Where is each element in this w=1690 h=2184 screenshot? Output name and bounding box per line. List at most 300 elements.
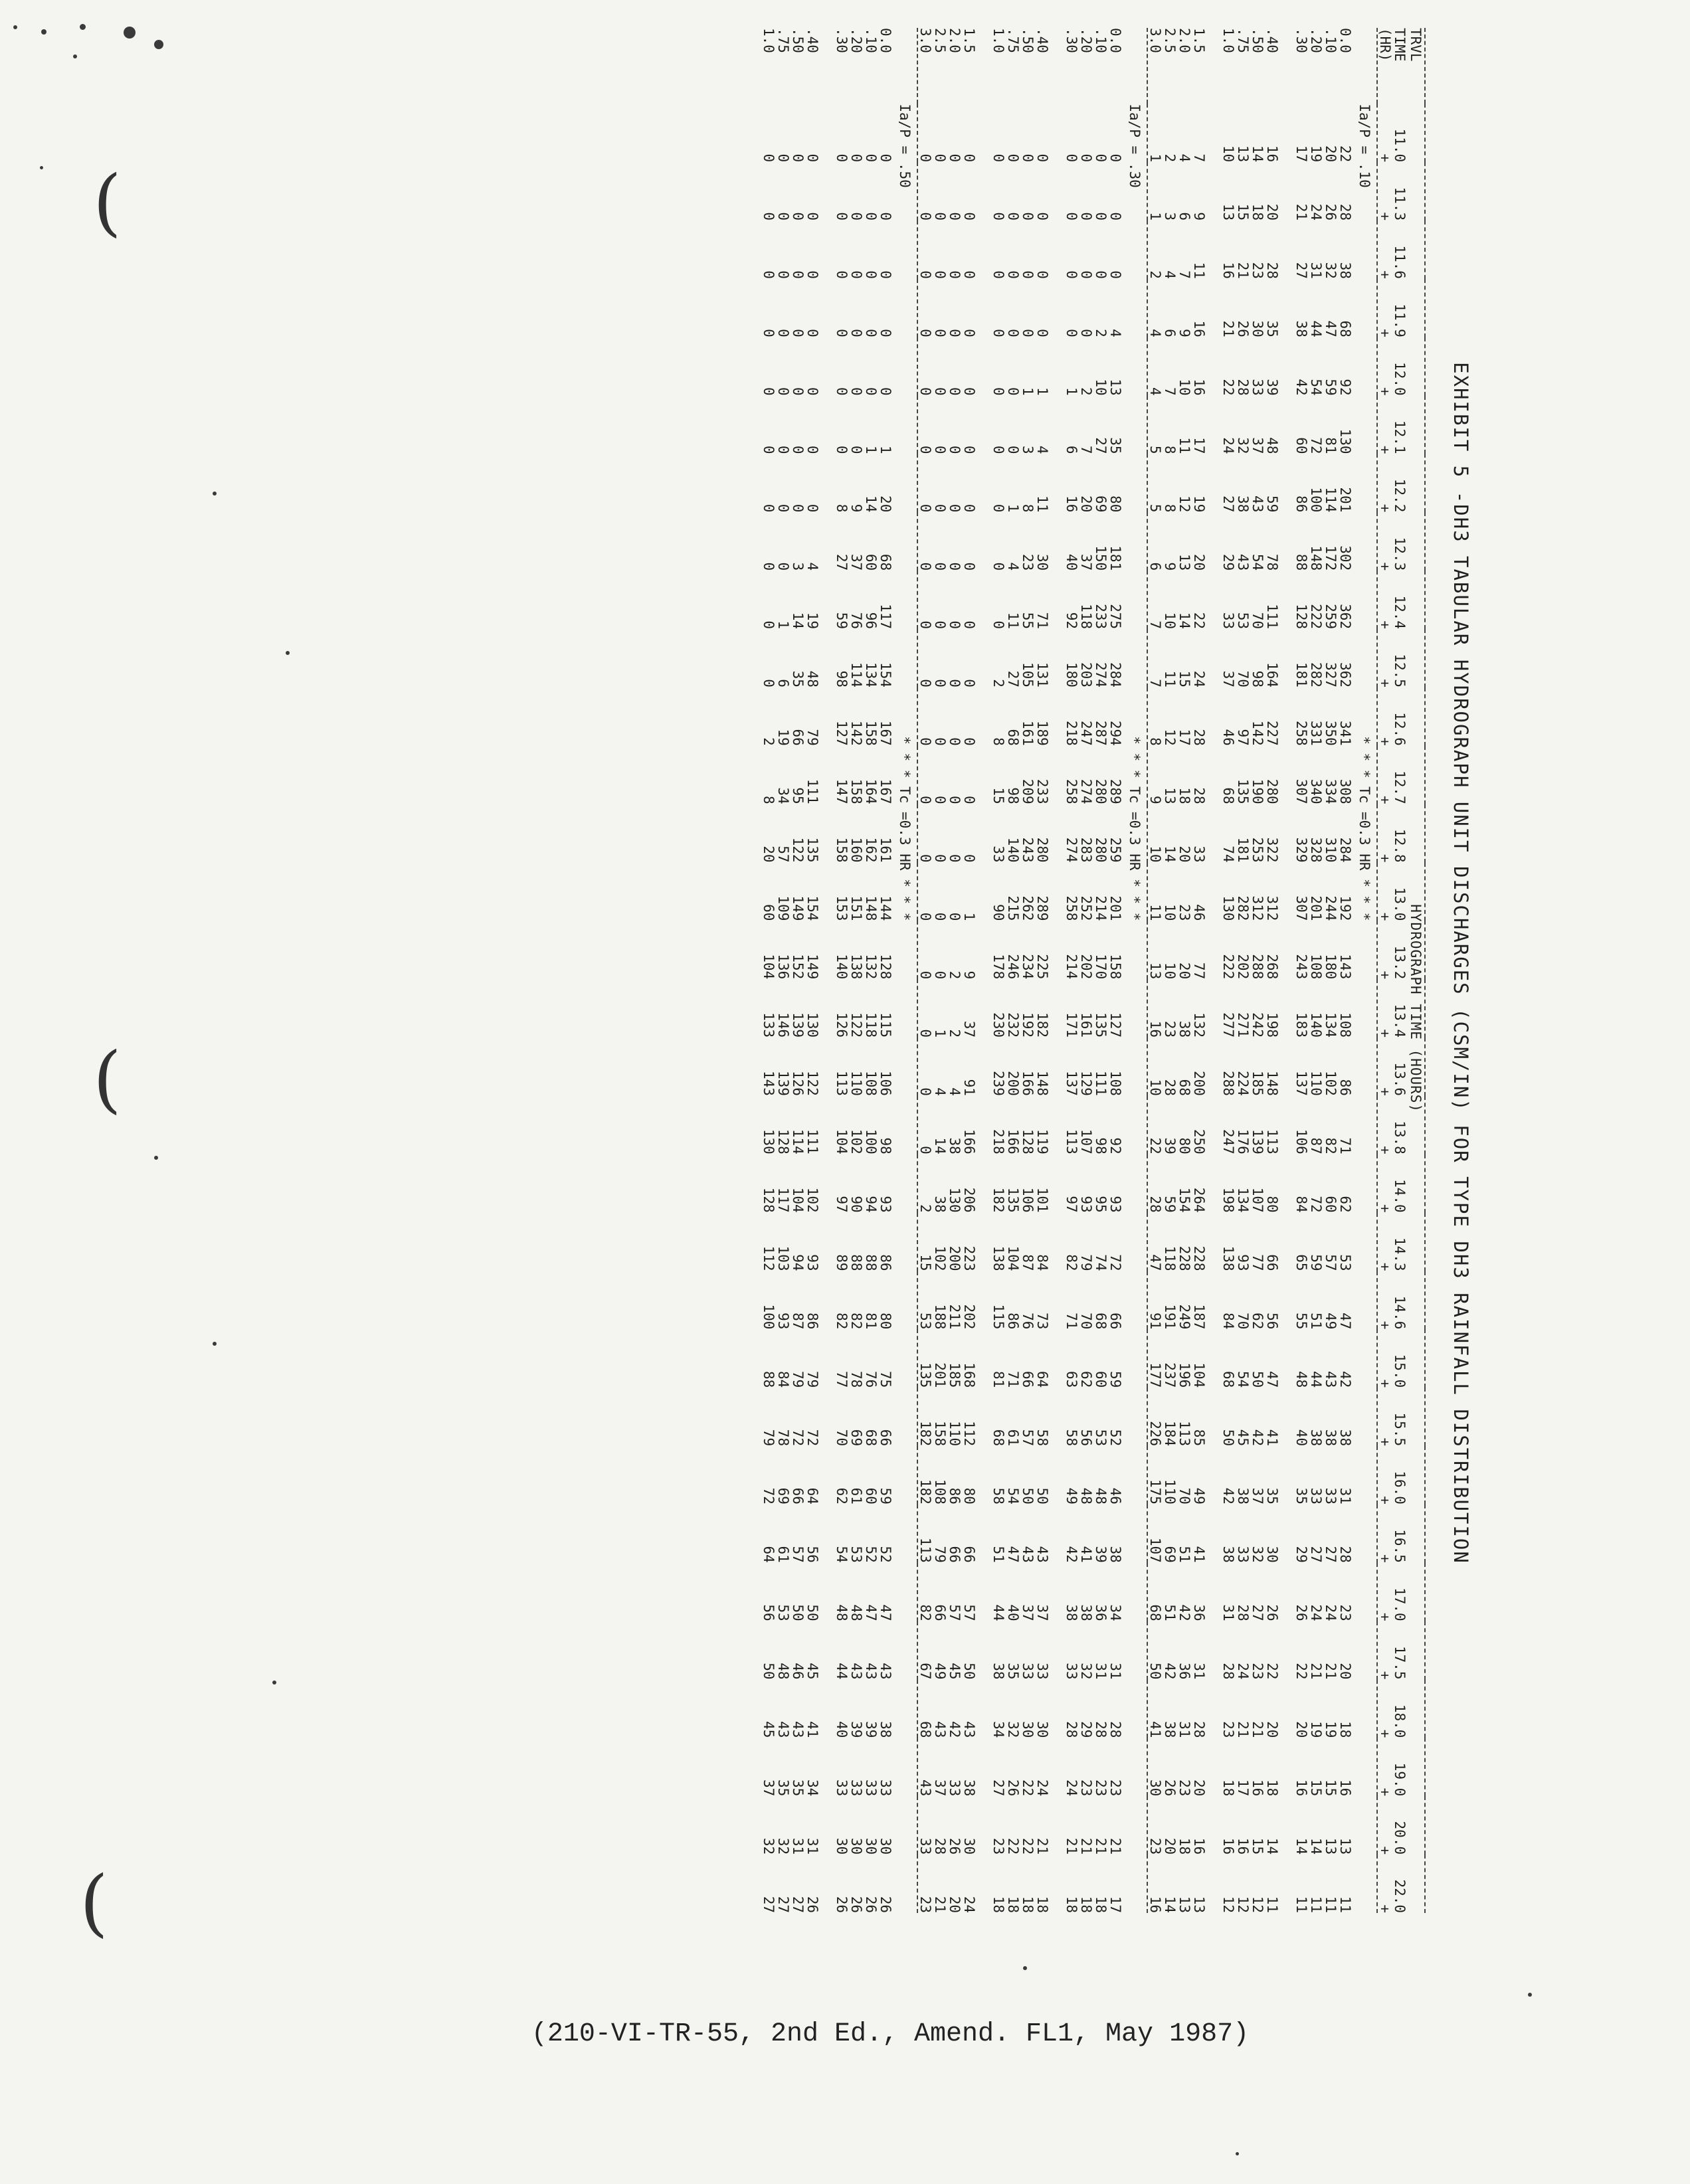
- discharge-cell: 23: [1078, 1779, 1094, 1797]
- discharge-cell: 0: [790, 212, 806, 221]
- table-row: [1294, 28, 1309, 1913]
- discharge-cell: 65: [1293, 1254, 1309, 1271]
- hydrograph-time: 11.9: [1392, 304, 1408, 337]
- table-row: [1163, 28, 1177, 1913]
- tc-marker: * * * Tc =0.3 HR * * *: [1123, 337, 1147, 921]
- section-spacer: [1353, 921, 1377, 1913]
- discharge-cell: 137: [1293, 1071, 1309, 1096]
- discharge-cell: 27: [1220, 496, 1236, 513]
- discharge-cell: 1: [1147, 212, 1163, 221]
- hydrograph-time: 13.2: [1392, 945, 1408, 980]
- table-row: [917, 28, 933, 1913]
- discharge-cell: 76: [1020, 1313, 1036, 1330]
- discharge-cell: 0: [947, 912, 963, 921]
- discharge-cell: 82: [1323, 1137, 1339, 1154]
- discharge-cell: 68: [1147, 1604, 1163, 1621]
- travel-time-cell: .30: [1293, 28, 1309, 53]
- discharge-cell: 15: [990, 787, 1006, 804]
- document-footer: (210-VI-TR-55, 2nd Ed., Amend. FL1, May 1987): [531, 2019, 1250, 2049]
- discharge-cell: 72: [790, 1429, 806, 1447]
- discharge-cell: 112: [961, 1421, 977, 1447]
- discharge-cell: 13: [1323, 1837, 1339, 1855]
- discharge-cell: 215: [1005, 895, 1021, 921]
- discharge-cell: 2: [947, 1029, 963, 1038]
- discharge-cell: 259: [1107, 837, 1123, 863]
- gap-cell: [1206, 28, 1221, 1913]
- discharge-cell: 172: [1323, 545, 1339, 571]
- discharge-cell: 40: [1293, 1429, 1309, 1447]
- discharge-cell: 2: [1078, 387, 1094, 396]
- discharge-cell: 9: [1176, 329, 1192, 337]
- discharge-cell: 28: [1162, 1079, 1178, 1096]
- discharge-cell: 17: [1191, 437, 1207, 454]
- discharge-cell: 33: [863, 1779, 879, 1797]
- discharge-cell: 222: [1308, 604, 1324, 630]
- discharge-cell: 80: [1264, 1196, 1280, 1213]
- discharge-cell: 340: [1308, 778, 1324, 804]
- discharge-cell: 70: [1176, 1487, 1192, 1504]
- discharge-cell: 87: [790, 1313, 806, 1330]
- discharge-cell: 43: [917, 1779, 933, 1797]
- discharge-cell: 0: [790, 387, 806, 396]
- hydrograph-time: 17.0: [1392, 1588, 1408, 1621]
- discharge-cell: 11: [1147, 904, 1163, 921]
- hydrograph-time: 12.4: [1392, 595, 1408, 630]
- discharge-cell: 71: [1337, 1137, 1353, 1154]
- header-row-times: [1392, 28, 1407, 1913]
- table-row: [1093, 28, 1108, 1913]
- discharge-cell: 108: [1308, 954, 1324, 980]
- discharge-cell: 200: [947, 1245, 963, 1271]
- discharge-cell: 2: [1162, 153, 1178, 163]
- discharge-cell: 43: [878, 1663, 893, 1680]
- discharge-cell: 222: [1220, 954, 1236, 980]
- discharge-cell: 0: [917, 562, 933, 571]
- discharge-cell: 81: [1323, 437, 1339, 454]
- discharge-cell: 104: [1005, 1245, 1021, 1271]
- discharge-cell: 0: [932, 912, 948, 921]
- discharge-cell: 53: [848, 1546, 864, 1563]
- discharge-cell: 7: [1176, 270, 1192, 279]
- hydrograph-time: 20.0: [1392, 1821, 1408, 1855]
- discharge-cell: 39: [1264, 379, 1280, 396]
- discharge-cell: 26: [863, 1896, 879, 1913]
- discharge-cell: 26: [1235, 320, 1251, 337]
- discharge-cell: 51: [1162, 1604, 1178, 1621]
- discharge-cell: 0: [1064, 329, 1080, 337]
- discharge-cell: 104: [834, 1129, 850, 1154]
- section-spacer: [1123, 28, 1147, 104]
- discharge-cell: 0: [775, 153, 791, 163]
- discharge-cell: 0: [1064, 270, 1080, 279]
- hydrograph-time: 13.4: [1392, 1004, 1408, 1038]
- discharge-cell: 0: [863, 153, 879, 163]
- discharge-cell: 59: [1107, 1370, 1123, 1388]
- discharge-cell: 68: [1220, 1370, 1236, 1388]
- discharge-cell: 106: [1293, 1129, 1309, 1154]
- discharge-cell: 21: [1293, 203, 1309, 221]
- discharge-cell: 24: [1308, 1604, 1324, 1621]
- discharge-cell: 0: [947, 270, 963, 279]
- travel-time-cell: .30: [1064, 28, 1080, 53]
- discharge-cell: 1: [1034, 387, 1050, 396]
- discharge-cell: 23: [1220, 1721, 1236, 1738]
- discharge-cell: 192: [1337, 895, 1353, 921]
- discharge-cell: 74: [1093, 1254, 1109, 1271]
- discharge-cell: 36: [1191, 1604, 1207, 1621]
- discharge-cell: 76: [863, 1370, 879, 1388]
- discharge-cell: 38: [1235, 496, 1251, 513]
- discharge-cell: 93: [804, 1254, 820, 1271]
- discharge-cell: 0: [947, 212, 963, 221]
- discharge-cell: 28: [1337, 1546, 1353, 1563]
- discharge-cell: 0: [961, 445, 977, 454]
- discharge-cell: 16: [1147, 1896, 1163, 1913]
- discharge-cell: 80: [878, 1313, 893, 1330]
- discharge-cell: 0: [761, 445, 777, 454]
- discharge-cell: 28: [1191, 729, 1207, 746]
- discharge-cell: 119: [1034, 1129, 1050, 1154]
- discharge-cell: 362: [1337, 662, 1353, 687]
- discharge-cell: 147: [834, 778, 850, 804]
- travel-time-cell: .50: [1250, 28, 1266, 53]
- discharge-cell: 175: [1147, 1479, 1163, 1504]
- discharge-cell: 274: [1093, 662, 1109, 687]
- discharge-cell: 31: [1191, 1663, 1207, 1680]
- discharge-cell: 50: [790, 1604, 806, 1621]
- discharge-cell: 43: [961, 1721, 977, 1738]
- discharge-cell: 33: [1034, 1663, 1050, 1680]
- discharge-cell: 148: [1308, 545, 1324, 571]
- section-spacer: [1353, 28, 1377, 104]
- discharge-cell: 21: [1093, 1837, 1109, 1855]
- discharge-cell: 21: [1078, 1837, 1094, 1855]
- discharge-cell: 15: [1323, 1779, 1339, 1797]
- discharge-cell: 158: [1107, 954, 1123, 980]
- discharge-cell: 135: [804, 837, 820, 863]
- discharge-cell: 0: [790, 270, 806, 279]
- discharge-cell: 12: [1220, 1896, 1236, 1913]
- discharge-cell: 20: [878, 496, 893, 513]
- discharge-cell: 50: [761, 1663, 777, 1680]
- hydrograph-time: 14.0: [1392, 1179, 1408, 1213]
- discharge-cell: 0: [790, 153, 806, 163]
- discharge-cell: 47: [1147, 1254, 1163, 1271]
- discharge-cell: 0: [761, 562, 777, 571]
- discharge-cell: 86: [878, 1254, 893, 1271]
- discharge-cell: 21: [1034, 1837, 1050, 1855]
- discharge-cell: 140: [1308, 1012, 1324, 1038]
- discharge-cell: 161: [878, 837, 893, 863]
- discharge-cell: 30: [961, 1837, 977, 1855]
- discharge-cell: 164: [1264, 662, 1280, 687]
- discharge-cell: 68: [1176, 1079, 1192, 1096]
- travel-time-cell: 0.0: [878, 28, 893, 53]
- discharge-cell: 0: [917, 620, 933, 630]
- discharge-cell: 28: [1235, 379, 1251, 396]
- discharge-cell: 60: [1093, 1370, 1109, 1388]
- discharge-cell: 28: [1337, 203, 1353, 221]
- discharge-cell: 42: [1250, 1429, 1266, 1447]
- discharge-cell: 11: [1308, 1896, 1324, 1913]
- discharge-cell: 329: [1293, 837, 1309, 863]
- discharge-cell: 128: [761, 1187, 777, 1213]
- discharge-cell: 154: [1176, 1187, 1192, 1213]
- discharge-cell: 137: [1064, 1071, 1080, 1096]
- discharge-cell: 30: [863, 1837, 879, 1855]
- discharge-cell: 146: [775, 1012, 791, 1038]
- hydrograph-time: 12.7: [1392, 771, 1408, 804]
- hydrograph-time: 12.6: [1392, 712, 1408, 746]
- discharge-cell: 135: [1093, 1012, 1109, 1038]
- discharge-cell: 33: [834, 1779, 850, 1797]
- discharge-cell: 64: [1034, 1370, 1050, 1388]
- discharge-cell: 49: [1323, 1313, 1339, 1330]
- discharge-cell: 50: [961, 1663, 977, 1680]
- discharge-cell: 139: [775, 1071, 791, 1096]
- discharge-cell: 0: [932, 387, 948, 396]
- tick-mark: +: [1377, 1671, 1393, 1680]
- discharge-cell: 20: [1078, 496, 1094, 513]
- gap-cell: [1050, 28, 1064, 1913]
- discharge-cell: 0: [932, 212, 948, 221]
- tick-mark: +: [1377, 912, 1393, 921]
- gap-cell: [820, 28, 834, 1913]
- discharge-cell: 87: [1020, 1254, 1036, 1271]
- discharge-cell: 15: [1235, 203, 1251, 221]
- discharge-cell: 70: [1235, 1313, 1251, 1330]
- table-row: [791, 28, 805, 1913]
- table-row: [1020, 28, 1035, 1913]
- discharge-cell: 61: [1005, 1429, 1021, 1447]
- discharge-cell: 50: [1147, 1663, 1163, 1680]
- discharge-cell: 127: [1107, 1012, 1123, 1038]
- discharge-cell: 38: [878, 1721, 893, 1738]
- discharge-cell: 70: [1235, 670, 1251, 687]
- discharge-cell: 46: [1191, 904, 1207, 921]
- discharge-cell: 61: [848, 1487, 864, 1504]
- discharge-cell: 76: [848, 612, 864, 630]
- discharge-cell: 148: [1264, 1071, 1280, 1096]
- section-header-row: [893, 28, 917, 1913]
- discharge-cell: 201: [1337, 487, 1353, 513]
- hydrograph-time: 15.0: [1392, 1354, 1408, 1388]
- discharge-cell: 43: [848, 1663, 864, 1680]
- discharge-cell: 242: [1250, 1012, 1266, 1038]
- discharge-cell: 27: [1323, 1546, 1339, 1563]
- discharge-cell: 23: [1337, 1604, 1353, 1621]
- discharge-cell: 33: [1235, 1546, 1251, 1563]
- discharge-cell: 98: [1250, 670, 1266, 687]
- discharge-cell: 307: [1293, 778, 1309, 804]
- discharge-cell: 51: [990, 1546, 1006, 1563]
- discharge-cell: 72: [1107, 1254, 1123, 1271]
- discharge-cell: 32: [775, 1837, 791, 1855]
- discharge-cell: 31: [1337, 1487, 1353, 1504]
- tick-mark: +: [1377, 270, 1393, 279]
- discharge-cell: 0: [834, 329, 850, 337]
- discharge-cell: 0: [932, 970, 948, 980]
- discharge-cell: 87: [1308, 1137, 1324, 1154]
- header-row-units: [1377, 28, 1392, 1913]
- discharge-cell: 153: [834, 895, 850, 921]
- discharge-cell: 23: [1176, 1779, 1192, 1797]
- discharge-cell: 90: [990, 904, 1006, 921]
- discharge-cell: 0: [990, 212, 1006, 221]
- discharge-cell: 27: [1293, 262, 1309, 279]
- discharge-cell: 4: [1147, 329, 1163, 337]
- discharge-cell: 0: [790, 329, 806, 337]
- discharge-cell: 43: [1235, 553, 1251, 571]
- discharge-cell: 68: [1337, 320, 1353, 337]
- discharge-cell: 225: [1034, 954, 1050, 980]
- discharge-cell: 18: [1176, 1837, 1192, 1855]
- discharge-cell: 0: [804, 212, 820, 221]
- discharge-cell: 283: [1078, 837, 1094, 863]
- travel-time-cell: 2.5: [932, 28, 948, 53]
- discharge-cell: 10: [1093, 379, 1109, 396]
- discharge-cell: 57: [790, 1546, 806, 1563]
- discharge-cell: 57: [947, 1604, 963, 1621]
- discharge-cell: 23: [1250, 1663, 1266, 1680]
- discharge-cell: 38: [1078, 1604, 1094, 1621]
- discharge-cell: 59: [878, 1487, 893, 1504]
- discharge-cell: 110: [947, 1421, 963, 1447]
- discharge-cell: 185: [1250, 1071, 1266, 1096]
- discharge-cell: 31: [804, 1837, 820, 1855]
- discharge-cell: 0: [917, 329, 933, 337]
- discharge-cell: 2: [761, 737, 777, 746]
- discharge-cell: 0: [761, 153, 777, 163]
- discharge-cell: 100: [863, 1129, 879, 1154]
- discharge-cell: 35: [1264, 1487, 1280, 1504]
- discharge-cell: 22: [1020, 1779, 1036, 1797]
- discharge-cell: 0: [961, 620, 977, 630]
- discharge-cell: 211: [947, 1304, 963, 1330]
- discharge-cell: 108: [1107, 1071, 1123, 1096]
- discharge-cell: 22: [1337, 145, 1353, 163]
- discharge-cell: 0: [1107, 212, 1123, 221]
- discharge-cell: 60: [863, 1487, 879, 1504]
- discharge-cell: 102: [848, 1129, 864, 1154]
- discharge-cell: 37: [848, 553, 864, 571]
- discharge-cell: 38: [1064, 1604, 1080, 1621]
- discharge-cell: 32: [1235, 437, 1251, 454]
- discharge-cell: 30: [1034, 553, 1050, 571]
- discharge-cell: 2: [947, 970, 963, 980]
- binder-hole-mark: (: [80, 1860, 108, 1945]
- discharge-cell: 82: [848, 1313, 864, 1330]
- tick-mark: +: [1377, 1729, 1393, 1738]
- discharge-cell: 128: [1293, 604, 1309, 630]
- discharge-cell: 33: [917, 1837, 933, 1855]
- discharge-cell: 19: [1191, 496, 1207, 513]
- discharge-cell: 202: [961, 1304, 977, 1330]
- discharge-cell: 184: [1162, 1421, 1178, 1447]
- discharge-cell: 94: [790, 1254, 806, 1271]
- discharge-cell: 102: [804, 1187, 820, 1213]
- tick-mark: +: [1377, 1379, 1393, 1388]
- discharge-cell: 19: [1308, 145, 1324, 163]
- discharge-cell: 20: [1176, 846, 1192, 863]
- tick-mark: +: [1377, 620, 1393, 630]
- discharge-cell: 36: [1176, 1663, 1192, 1680]
- discharge-cell: 0: [1005, 329, 1021, 337]
- tick-mark: +: [1377, 212, 1393, 221]
- discharge-cell: 113: [917, 1537, 933, 1563]
- discharge-cell: 16: [1264, 145, 1280, 163]
- discharge-cell: 130: [947, 1187, 963, 1213]
- discharge-cell: 16: [1220, 1837, 1236, 1855]
- discharge-cell: 52: [1107, 1429, 1123, 1447]
- discharge-cell: 66: [1020, 1370, 1036, 1388]
- discharge-cell: 0: [917, 737, 933, 746]
- discharge-cell: 48: [834, 1604, 850, 1621]
- discharge-cell: 168: [961, 1362, 977, 1388]
- discharge-cell: 40: [834, 1721, 850, 1738]
- table-row: [933, 28, 947, 1913]
- discharge-cell: 42: [1064, 1546, 1080, 1563]
- discharge-cell: 53: [775, 1604, 791, 1621]
- discharge-cell: 1: [878, 445, 893, 454]
- discharge-cell: 95: [790, 787, 806, 804]
- travel-time-cell: .10: [863, 28, 879, 53]
- discharge-cell: 24: [1191, 670, 1207, 687]
- discharge-cell: 33: [1323, 1487, 1339, 1504]
- discharge-cell: 0: [990, 445, 1006, 454]
- discharge-cell: 79: [761, 1429, 777, 1447]
- discharge-cell: 182: [917, 1421, 933, 1447]
- discharge-cell: 214: [1093, 895, 1109, 921]
- discharge-cell: 43: [1034, 1546, 1050, 1563]
- discharge-cell: 282: [1235, 895, 1251, 921]
- ia-p-label: Ia/P = .10: [1353, 104, 1377, 337]
- discharge-cell: 154: [804, 895, 820, 921]
- discharge-cell: 59: [1162, 1196, 1178, 1213]
- discharge-cell: 72: [1308, 437, 1324, 454]
- discharge-cell: 39: [1093, 1546, 1109, 1563]
- discharge-cell: 0: [1020, 212, 1036, 221]
- discharge-cell: 37: [961, 1020, 977, 1038]
- discharge-cell: 144: [878, 895, 893, 921]
- discharge-cell: 42: [1176, 1604, 1192, 1621]
- discharge-cell: 253: [1250, 837, 1266, 863]
- discharge-cell: 38: [1323, 1429, 1339, 1447]
- discharge-cell: 167: [878, 720, 893, 746]
- discharge-cell: 23: [1176, 904, 1192, 921]
- discharge-cell: 45: [1235, 1429, 1251, 1447]
- discharge-cell: 258: [1064, 895, 1080, 921]
- table-row: [849, 28, 864, 1913]
- discharge-cell: 97: [834, 1196, 850, 1213]
- discharge-cell: 26: [947, 1837, 963, 1855]
- discharge-cell: 11: [1034, 496, 1050, 513]
- discharge-cell: 0: [947, 562, 963, 571]
- discharge-cell: 33: [1220, 612, 1236, 630]
- discharge-cell: 129: [1078, 1071, 1094, 1096]
- discharge-cell: 28: [1191, 1721, 1207, 1738]
- discharge-cell: 91: [961, 1079, 977, 1096]
- discharge-cell: 0: [1093, 212, 1109, 221]
- discharge-cell: 126: [834, 1012, 850, 1038]
- discharge-cell: 0: [775, 445, 791, 454]
- hydrograph-time: 12.2: [1392, 478, 1408, 513]
- discharge-cell: 198: [1264, 1012, 1280, 1038]
- discharge-cell: 162: [863, 837, 879, 863]
- discharge-cell: 27: [790, 1896, 806, 1913]
- discharge-cell: 50: [1020, 1487, 1036, 1504]
- discharge-cell: 33: [947, 1779, 963, 1797]
